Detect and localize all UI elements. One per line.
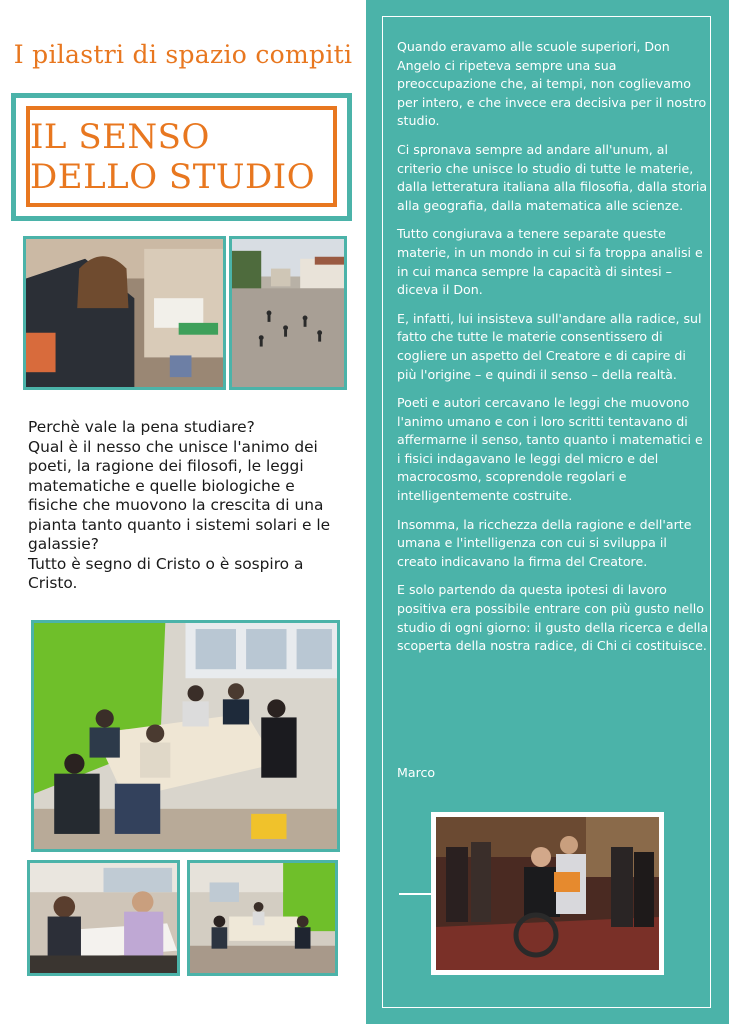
photo-green-classroom — [187, 860, 338, 976]
intro-line: Tutto è segno di Cristo o è sospiro a Cristo. — [28, 554, 304, 592]
article-paragraph: Poeti e autori cercavano le leggi che muovono l'animo umano e con i loro scritti tentavano di affermarne il senso, tanto quanto i matematici e i fisici indagavano le leggi del micro e del macrocosmo, scoprendole regolari e intelligentemente costruite. — [397, 395, 703, 504]
signature: Marco — [397, 765, 436, 780]
photo-courtyard — [229, 236, 347, 390]
photo-students-desk — [27, 860, 180, 976]
page-subtitle: I pilastri di spazio compiti — [13, 40, 353, 69]
intro-line: Perchè vale la pena studiare? — [28, 418, 255, 436]
article-paragraph: Insomma, la ricchezza della ragione e dell'arte umana e l'intelligenza con cui si sviluppa il creato indicavano la firma del Creatore. — [397, 516, 692, 569]
title-box — [26, 106, 337, 207]
article-paragraph: Ci spronava sempre ad andare all'unum, al criterio che unisce lo studio di tutte le materie, dalla letteratura italiana alla filosofia, dalla storia alla geografia, dalla matematica alle scienze. — [397, 141, 708, 213]
intro-question — [28, 418, 348, 594]
page-title: IL SENSO DELLO STUDIO — [30, 116, 316, 197]
intro-line: Qual è il nesso che unisce l'animo dei poeti, la ragione dei filosofi, le leggi matematiche e quelle biologiche e fisiche che muovono la crescita di una pianta tanto quanto i sistemi solari e le galassie? — [28, 437, 331, 553]
title-frame — [11, 93, 352, 221]
photo-student-studying — [23, 236, 226, 390]
photo-wheelchair-meeting — [431, 812, 664, 975]
article-paragraph: Tutto congiurava a tenere separate queste materie, in un mondo in cui si fa troppa analisi e in cui manca sempre la capacità di sintesi – diceva il Don. — [397, 226, 703, 298]
article-paragraph: Quando eravamo alle scuole superiori, Don Angelo ci ripeteva sempre una sua preoccupazione che, ai tempi, non coglievamo per intero, e che invece era decisiva per il nostro studio. — [397, 39, 707, 129]
article-paragraph: E solo partendo da questa ipotesi di lavoro positiva era possibile entrare con più gusto nello studio di ogni giorno: il gusto della ricerca e della scoperta della nostra radice, di Chi ci costituisce. — [397, 582, 709, 654]
article-text — [397, 38, 709, 666]
photo-classroom — [31, 620, 340, 852]
article-paragraph: E, infatti, lui insisteva sull'andare alla radice, sul fatto che tutte le materie consentissero di cogliere un aspetto del Creatore e di capire di più l'origine – e quindi il senso – della realtà. — [397, 310, 702, 382]
divider-line — [399, 893, 433, 895]
